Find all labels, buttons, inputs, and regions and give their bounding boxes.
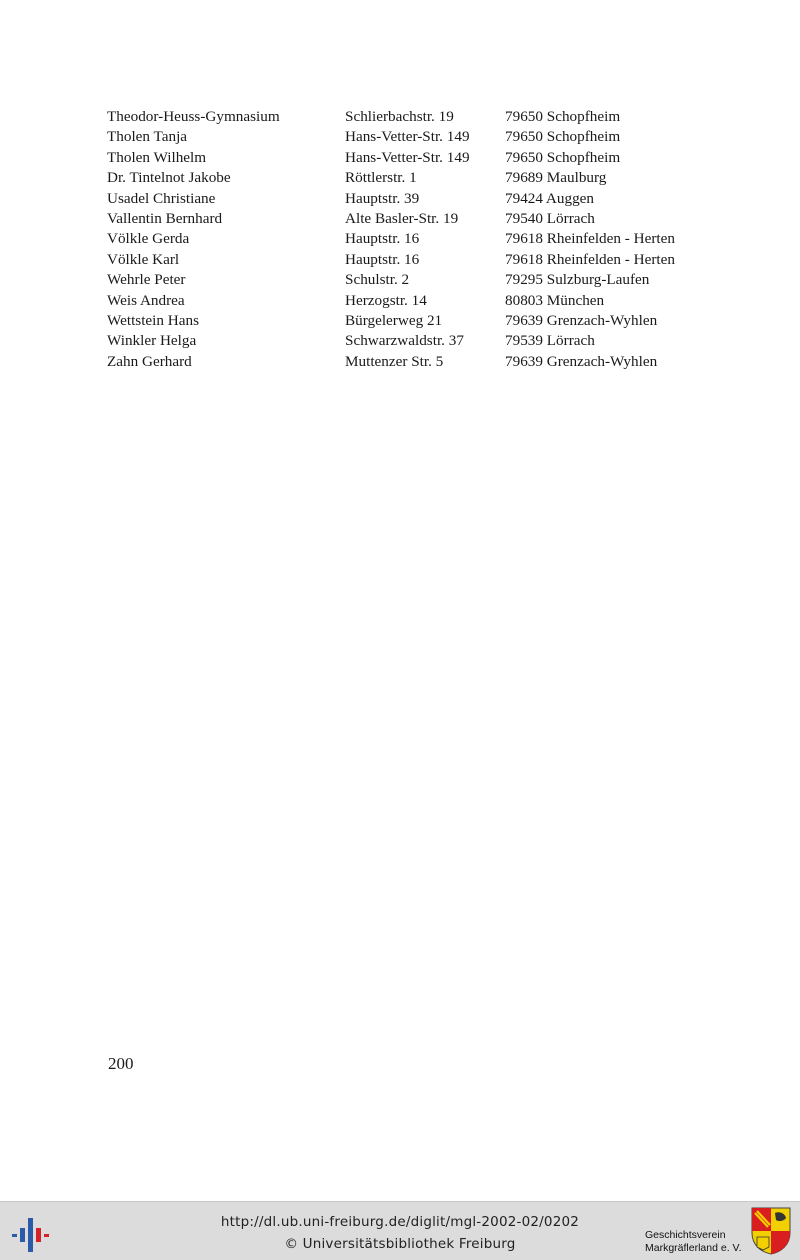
- member-street: Bürgelerweg 21: [345, 312, 443, 330]
- member-street: Hauptstr. 16: [345, 230, 420, 248]
- member-street: Hauptstr. 39: [345, 189, 420, 207]
- member-street: Schwarzwaldstr. 37: [345, 332, 464, 350]
- member-city: 79650 Schopfheim: [505, 148, 621, 166]
- member-list: [107, 107, 700, 372]
- member-name: Wettstein Hans: [107, 312, 199, 330]
- member-street: Herzogstr. 14: [345, 291, 427, 309]
- member-name: Winkler Helga: [107, 332, 197, 350]
- member-name: Tholen Wilhelm: [107, 148, 207, 166]
- member-street: Schlierbachstr. 19: [345, 108, 454, 125]
- member-name: Völkle Karl: [107, 250, 180, 268]
- member-row: [107, 250, 700, 270]
- member-row: [107, 331, 700, 351]
- member-name: Tholen Tanja: [107, 128, 188, 146]
- member-name: Weis Andrea: [107, 291, 185, 309]
- society-name-line2: Markgräflerland e. V.: [645, 1242, 742, 1254]
- member-city: 80803 München: [505, 291, 605, 309]
- member-row: [107, 291, 700, 311]
- member-city: 79689 Maulburg: [505, 169, 607, 187]
- society-name-line1: Geschichtsverein: [645, 1229, 726, 1241]
- member-city: 79618 Rheinfelden - Herten: [505, 250, 675, 268]
- member-row: [107, 209, 700, 229]
- member-street: Schulstr. 2: [345, 271, 410, 289]
- member-city: 79639 Grenzach-Wyhlen: [505, 352, 658, 370]
- member-city: 79639 Grenzach-Wyhlen: [505, 312, 658, 330]
- page-number: 200: [108, 1054, 134, 1073]
- member-street: Hans-Vetter-Str. 149: [345, 148, 470, 166]
- document-url-link[interactable]: http://dl.ub.uni-freiburg.de/diglit/mgl-2002-02/0202: [220, 1214, 580, 1230]
- member-row: [107, 311, 700, 331]
- member-name: Dr. Tintelnot Jakobe: [107, 169, 231, 187]
- member-street: Muttenzer Str. 5: [345, 352, 444, 370]
- member-name: Völkle Gerda: [107, 230, 190, 248]
- member-name: Zahn Gerhard: [107, 352, 192, 370]
- member-row: [107, 107, 700, 127]
- member-row: [107, 189, 700, 209]
- member-row: [107, 127, 700, 147]
- coat-of-arms-icon: [751, 1207, 791, 1255]
- member-city: 79650 Schopfheim: [505, 108, 621, 125]
- member-city: 79424 Auggen: [505, 189, 595, 207]
- member-city: 79539 Lörrach: [505, 332, 595, 350]
- member-city: 79650 Schopfheim: [505, 128, 621, 146]
- member-row: [107, 352, 700, 372]
- copyright-text: © Universitätsbibliothek Freiburg: [284, 1236, 516, 1252]
- member-street: Hauptstr. 16: [345, 250, 420, 268]
- member-street: Röttlerstr. 1: [345, 169, 417, 187]
- member-row: [107, 168, 700, 188]
- member-street: Alte Basler-Str. 19: [345, 210, 459, 228]
- member-name: Theodor-Heuss-Gymnasium: [107, 108, 280, 125]
- member-city: 79295 Sulzburg-Laufen: [505, 271, 650, 289]
- digital-library-icon[interactable]: [10, 1212, 52, 1254]
- member-row: [107, 270, 700, 290]
- member-city: 79618 Rheinfelden - Herten: [505, 230, 675, 248]
- footer-bar: [0, 1201, 800, 1260]
- member-row: [107, 148, 700, 168]
- member-name: Usadel Christiane: [107, 189, 216, 207]
- member-name: Vallentin Bernhard: [107, 210, 223, 228]
- member-city: 79540 Lörrach: [505, 210, 595, 228]
- member-row: [107, 229, 700, 249]
- society-name: [645, 1229, 742, 1255]
- member-name: Wehrle Peter: [107, 271, 186, 289]
- member-street: Hans-Vetter-Str. 149: [345, 128, 470, 146]
